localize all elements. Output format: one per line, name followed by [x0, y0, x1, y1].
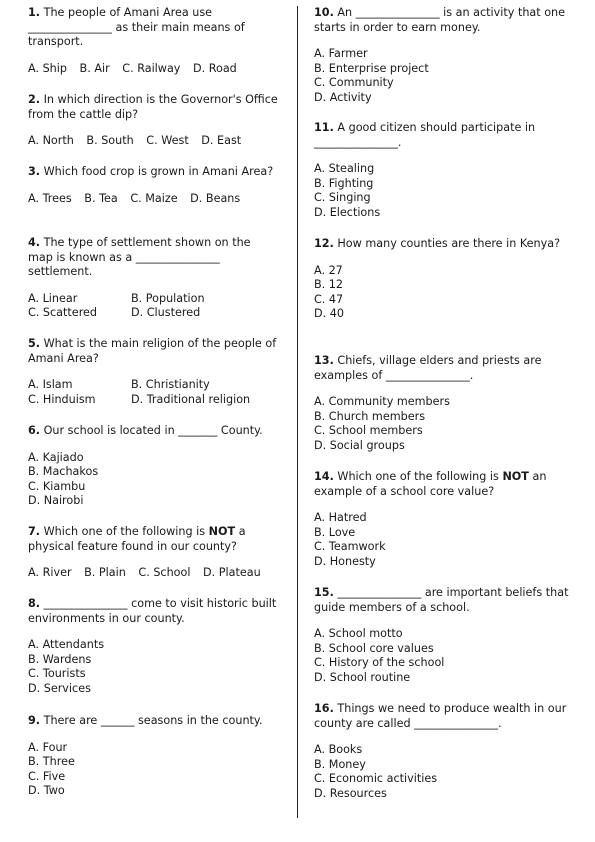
- question-text: _______________ come to visit historic built environments in our county.: [28, 597, 277, 625]
- option-b[interactable]: B. Tea: [84, 191, 118, 205]
- answer-options: [314, 511, 574, 569]
- question-10: [314, 6, 574, 105]
- answer-options: [28, 292, 278, 321]
- question-stem: [314, 237, 574, 252]
- option-b[interactable]: B. Christianity: [131, 378, 210, 391]
- question-text: What is the main religion of the people of Amani Area?: [28, 337, 277, 365]
- question-13: [314, 354, 574, 453]
- option-c[interactable]: C. Scattered: [28, 306, 98, 319]
- option-d[interactable]: D. Elections: [314, 205, 381, 219]
- question-text: Chiefs, village elders and priests are examples of _______________.: [314, 354, 542, 382]
- option-d[interactable]: D. Traditional religion: [131, 392, 251, 406]
- question-7: [28, 525, 278, 581]
- option-c[interactable]: C. Five: [28, 769, 66, 783]
- option-c[interactable]: C. Singing: [314, 191, 371, 204]
- answer-options: [28, 566, 278, 581]
- option-b[interactable]: B. Population: [131, 291, 205, 305]
- emphasis-not: NOT: [502, 470, 529, 483]
- question-4: [28, 236, 278, 321]
- option-b[interactable]: B. Fighting: [314, 176, 374, 190]
- question-stem: [28, 236, 278, 280]
- answer-options: [28, 378, 278, 407]
- question-text: There are ______ seasons in the county.: [43, 714, 263, 727]
- answer-options: [314, 47, 574, 105]
- answer-options: [28, 451, 278, 509]
- option-d[interactable]: D. Honesty: [314, 554, 376, 568]
- option-b[interactable]: B. Enterprise project: [314, 61, 429, 75]
- option-a[interactable]: A. River: [28, 566, 72, 579]
- option-c[interactable]: C. Maize: [130, 191, 178, 205]
- option-a[interactable]: A. Books: [314, 743, 363, 756]
- question-number: 5.: [28, 337, 41, 350]
- option-d[interactable]: D. 40: [314, 307, 344, 320]
- question-number: 10.: [314, 6, 334, 19]
- question-number: 11.: [314, 121, 334, 134]
- option-a[interactable]: A. Linear: [28, 291, 78, 305]
- option-c[interactable]: C. 47: [314, 292, 344, 306]
- option-d[interactable]: D. Beans: [190, 191, 241, 205]
- answer-options: [28, 638, 278, 696]
- question-text: Which food crop is grown in Amani Area?: [43, 165, 274, 178]
- question-stem: [28, 6, 278, 50]
- question-text: Our school is located in _______ County.: [43, 424, 263, 437]
- answer-options: [28, 134, 278, 149]
- question-2: [28, 93, 278, 149]
- option-c[interactable]: C. Kiambu: [28, 479, 86, 493]
- question-number: 14.: [314, 470, 334, 483]
- emphasis-not: NOT: [208, 525, 236, 538]
- option-c[interactable]: C. Hinduism: [28, 392, 96, 406]
- option-d[interactable]: D. Activity: [314, 90, 372, 104]
- option-c[interactable]: C. Economic activities: [314, 772, 438, 785]
- question-6: [28, 424, 278, 509]
- question-number: 9.: [28, 714, 41, 727]
- option-d[interactable]: D. Road: [192, 61, 237, 75]
- question-stem: [28, 424, 278, 439]
- option-d[interactable]: D. Nairobi: [28, 494, 84, 507]
- question-15: [314, 586, 574, 685]
- option-d[interactable]: D. Two: [28, 784, 65, 797]
- option-a[interactable]: A. Islam: [28, 378, 73, 391]
- option-a[interactable]: A. Attendants: [28, 638, 105, 651]
- option-b[interactable]: B. Love: [314, 525, 356, 539]
- option-a[interactable]: A. Ship: [28, 61, 67, 75]
- option-d[interactable]: D. Resources: [314, 786, 387, 800]
- question-stem: [314, 470, 574, 499]
- answer-options: [314, 264, 574, 322]
- question-number: 6.: [28, 424, 41, 437]
- option-c[interactable]: C. School members: [314, 424, 423, 437]
- option-b[interactable]: B. Air: [79, 61, 110, 75]
- option-c[interactable]: C. History of the school: [314, 656, 445, 669]
- question-stem: [28, 165, 278, 180]
- option-a[interactable]: A. Kajiado: [28, 450, 84, 464]
- question-number: 3.: [28, 165, 41, 178]
- question-text: How many counties are there in Kenya?: [337, 237, 561, 250]
- option-d[interactable]: D. East: [201, 134, 242, 147]
- answer-options: [28, 62, 278, 77]
- option-c[interactable]: C. School: [138, 566, 191, 579]
- option-a[interactable]: A. Hatred: [314, 511, 367, 524]
- option-b[interactable]: B. Three: [28, 755, 75, 768]
- question-number: 15.: [314, 586, 334, 599]
- question-stem: [28, 714, 278, 729]
- option-a[interactable]: A. Community members: [314, 395, 450, 408]
- column-divider: [297, 6, 298, 818]
- question-number: 8.: [28, 597, 41, 610]
- option-a[interactable]: A. Stealing: [314, 162, 375, 175]
- option-b[interactable]: B. South: [86, 134, 134, 147]
- question-8: [28, 597, 278, 696]
- question-stem: [28, 337, 278, 366]
- question-text: An _______________ is an activity that one starts in order to earn money.: [314, 6, 566, 34]
- question-5: [28, 337, 278, 407]
- option-b[interactable]: B. School core values: [314, 641, 434, 655]
- question-text-end: a physical feature found in our county?: [28, 525, 246, 553]
- option-c[interactable]: C. Community: [314, 76, 394, 89]
- question-stem: [28, 525, 278, 554]
- option-d[interactable]: D. Social groups: [314, 438, 405, 452]
- question-text: The type of settlement shown on the map is known as a _______________ settlement.: [28, 236, 251, 278]
- answer-options: [314, 162, 574, 220]
- option-d[interactable]: D. Clustered: [131, 306, 201, 319]
- question-text: Which one of the following is: [337, 470, 503, 483]
- question-number: 4.: [28, 236, 41, 249]
- question-number: 7.: [28, 525, 41, 538]
- option-d[interactable]: D. Plateau: [203, 566, 261, 579]
- option-b[interactable]: B. Plain: [84, 566, 126, 579]
- question-stem: [314, 121, 574, 150]
- answer-options: [28, 741, 278, 799]
- question-12: [314, 237, 574, 322]
- question-number: 12.: [314, 237, 334, 250]
- question-text: Things we need to produce wealth in our county are called _______________.: [314, 702, 567, 730]
- option-b[interactable]: B. Church members: [314, 409, 426, 423]
- question-number: 16.: [314, 702, 334, 715]
- option-a[interactable]: A. North: [28, 134, 74, 147]
- answer-options: [314, 395, 574, 453]
- question-stem: [314, 6, 574, 35]
- question-text: Which one of the following is: [43, 525, 209, 538]
- question-text-end: an example of a school core value?: [314, 470, 547, 498]
- option-b[interactable]: B. Machakos: [28, 465, 99, 478]
- option-c[interactable]: C. Teamwork: [314, 540, 386, 553]
- option-c[interactable]: C. Railway: [122, 61, 181, 75]
- question-text: _______________ are important beliefs that guide members of a school.: [314, 586, 569, 614]
- question-number: 2.: [28, 93, 41, 106]
- option-a[interactable]: A. Four: [28, 740, 68, 754]
- option-a[interactable]: A. 27: [314, 263, 343, 277]
- question-3: [28, 165, 278, 206]
- option-d[interactable]: D. School routine: [314, 670, 411, 684]
- option-c[interactable]: C. Tourists: [28, 667, 86, 680]
- question-stem: [314, 354, 574, 383]
- question-number: 1.: [28, 6, 41, 19]
- option-b[interactable]: B. 12: [314, 278, 344, 291]
- question-stem: [28, 93, 278, 122]
- answer-options: [28, 192, 278, 207]
- question-text: A good citizen should participate in _______________.: [314, 121, 536, 149]
- question-number: 13.: [314, 354, 334, 367]
- option-c[interactable]: C. West: [146, 134, 189, 147]
- question-text: In which direction is the Governor's Office from the cattle dip?: [28, 93, 278, 121]
- question-16: [314, 702, 574, 801]
- question-11: [314, 121, 574, 220]
- question-stem: [314, 586, 574, 615]
- option-a[interactable]: A. School motto: [314, 627, 403, 640]
- option-b[interactable]: B. Wardens: [28, 652, 92, 666]
- option-a[interactable]: A. Trees: [28, 191, 72, 205]
- option-d[interactable]: D. Services: [28, 681, 91, 695]
- answer-options: [314, 743, 574, 801]
- answer-options: [314, 627, 574, 685]
- option-a[interactable]: A. Farmer: [314, 47, 368, 60]
- question-stem: [28, 597, 278, 626]
- question-9: [28, 714, 278, 799]
- option-b[interactable]: B. Money: [314, 757, 366, 771]
- question-text: The people of Amani Area use _______________ as their main means of transport.: [28, 6, 245, 48]
- question-1: [28, 6, 278, 76]
- question-stem: [314, 702, 574, 731]
- question-14: [314, 470, 574, 569]
